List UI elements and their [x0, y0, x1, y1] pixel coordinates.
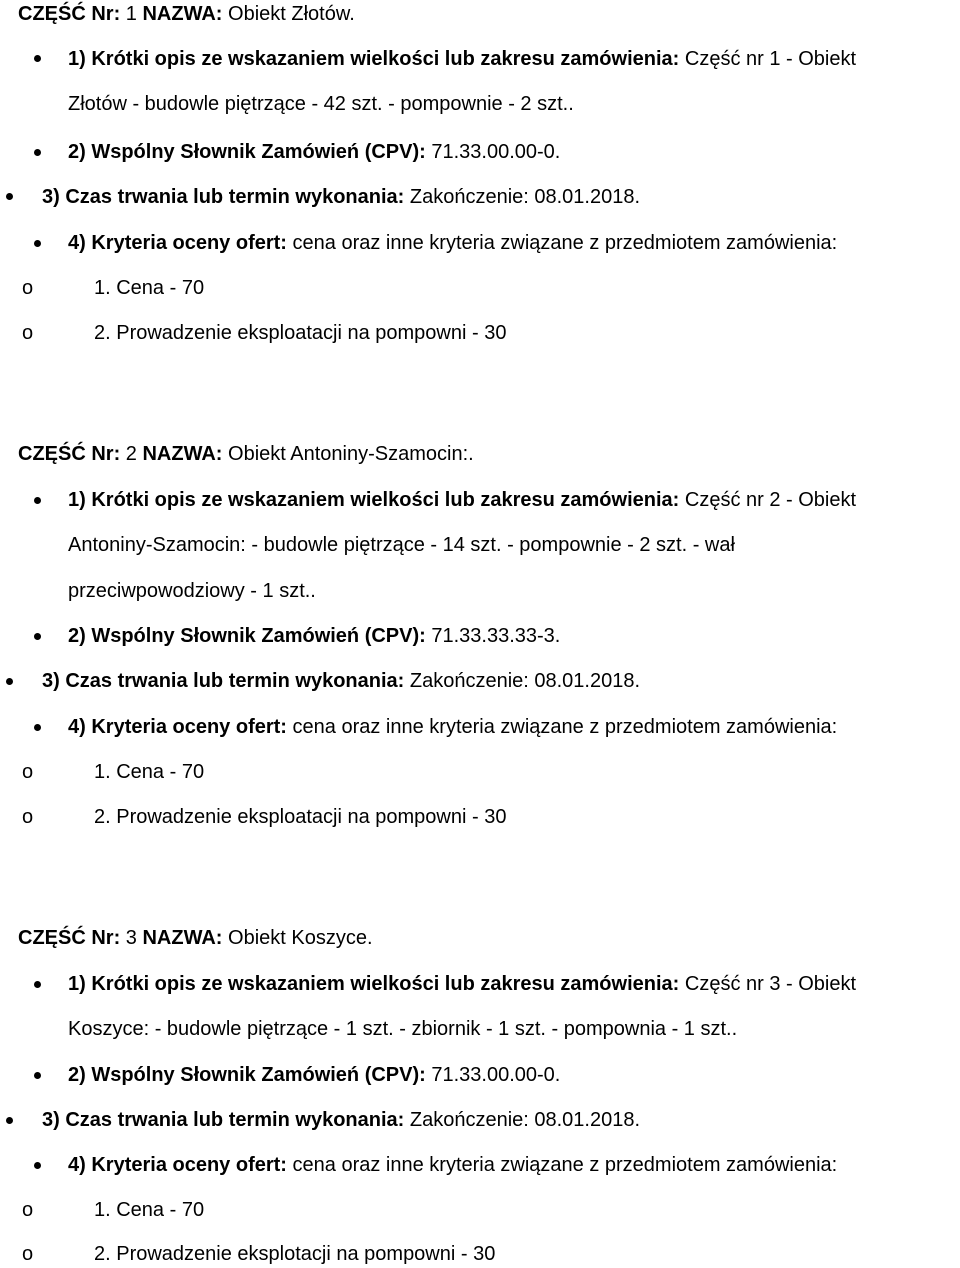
item-value: Koszyce: - budowle piętrzące - 1 szt. - zbiornik - 1 szt. - pompownia - 1 szt.. — [68, 1018, 738, 1040]
item-value: cena oraz inne kryteria związane z przedmiotem zamówienia: — [286, 232, 838, 254]
item-criteria — [68, 231, 837, 255]
item-value: 71.33.00.00-0. — [425, 1064, 561, 1086]
section-heading — [18, 442, 474, 466]
heading-label: CZĘŚĆ Nr: — [18, 927, 121, 949]
criterion-bullet-icon: o — [22, 322, 34, 344]
heading-name-label: NAZWA: — [142, 927, 223, 949]
item-description-cont — [68, 533, 735, 557]
item-cpv — [68, 1063, 560, 1087]
item-value: 71.33.00.00-0. — [425, 141, 561, 163]
criterion-bullet-icon: o — [22, 1243, 34, 1265]
item-label: 4) Kryteria oceny ofert: — [68, 1154, 287, 1176]
item-description-cont — [68, 579, 316, 603]
item-value: Antoniny-Szamocin: - budowle piętrzące - 14 szt. - pompownie - 2 szt. - wał — [68, 534, 735, 556]
item-value: Zakończenie: 08.01.2018. — [404, 186, 641, 208]
item-cpv — [68, 140, 560, 164]
criterion-item: 1. Cena - 70 — [94, 1199, 205, 1221]
criterion-item: 1. Cena - 70 — [94, 277, 205, 299]
item-label: 1) Krótki opis ze wskazaniem wielkości lub zakresu zamówienia: — [68, 48, 680, 70]
item-label: 2) Wspólny Słownik Zamówień (CPV): — [68, 625, 426, 647]
item-value: cena oraz inne kryteria związane z przedmiotem zamówienia: — [286, 716, 838, 738]
item-value: przeciwpowodziowy - 1 szt.. — [68, 580, 316, 602]
item-description-cont — [68, 1017, 737, 1041]
item-label: 4) Kryteria oceny ofert: — [68, 716, 287, 738]
heading-number: 3 — [120, 927, 143, 949]
bullet-icon — [34, 240, 41, 247]
heading-number: 2 — [120, 443, 143, 465]
item-label: 3) Czas trwania lub termin wykonania: — [42, 186, 405, 208]
item-duration — [42, 1108, 640, 1132]
item-value: Część nr 2 - Obiekt — [679, 489, 857, 511]
heading-label: CZĘŚĆ Nr: — [18, 3, 121, 25]
bullet-icon — [34, 149, 41, 156]
item-criteria — [68, 1153, 837, 1177]
item-label: 1) Krótki opis ze wskazaniem wielkości lub zakresu zamówienia: — [68, 489, 680, 511]
bullet-icon — [34, 1162, 41, 1169]
criterion-bullet-icon: o — [22, 1199, 34, 1221]
item-label: 4) Kryteria oceny ofert: — [68, 232, 287, 254]
bullet-icon — [34, 724, 41, 731]
item-label: 3) Czas trwania lub termin wykonania: — [42, 1109, 405, 1131]
section-heading — [18, 926, 373, 950]
bullet-icon — [34, 981, 41, 988]
item-value: Złotów - budowle piętrzące - 42 szt. - pompownie - 2 szt.. — [68, 93, 574, 115]
bullet-icon — [34, 55, 41, 62]
criterion-bullet-icon: o — [22, 806, 34, 828]
item-value: cena oraz inne kryteria związane z przedmiotem zamówienia: — [286, 1154, 838, 1176]
criterion-item: 2. Prowadzenie eksploatacji na pompowni - 30 — [94, 806, 507, 828]
item-label: 1) Krótki opis ze wskazaniem wielkości lub zakresu zamówienia: — [68, 973, 680, 995]
bullet-icon — [6, 193, 13, 200]
item-duration — [42, 185, 640, 209]
heading-number: 1 — [120, 3, 143, 25]
item-duration — [42, 669, 640, 693]
item-value: Część nr 3 - Obiekt — [679, 973, 857, 995]
bullet-icon — [34, 633, 41, 640]
item-label: 2) Wspólny Słownik Zamówień (CPV): — [68, 1064, 426, 1086]
heading-name: Obiekt Koszyce. — [222, 927, 373, 949]
item-description-cont — [68, 92, 574, 116]
heading-label: CZĘŚĆ Nr: — [18, 443, 121, 465]
criterion-bullet-icon: o — [22, 761, 34, 783]
item-value: Zakończenie: 08.01.2018. — [404, 670, 641, 692]
heading-name-label: NAZWA: — [142, 443, 223, 465]
bullet-icon — [34, 497, 41, 504]
item-value: 71.33.33.33-3. — [425, 625, 561, 647]
criterion-item: 2. Prowadzenie eksploatacji na pompowni - 30 — [94, 322, 507, 344]
item-description — [68, 47, 856, 71]
item-description — [68, 488, 856, 512]
item-value: Część nr 1 - Obiekt — [679, 48, 857, 70]
heading-name-label: NAZWA: — [142, 3, 223, 25]
item-criteria — [68, 715, 837, 739]
bullet-icon — [6, 1117, 13, 1124]
heading-name: Obiekt Złotów. — [222, 3, 355, 25]
item-label: 2) Wspólny Słownik Zamówień (CPV): — [68, 141, 426, 163]
heading-name: Obiekt Antoniny-Szamocin:. — [222, 443, 474, 465]
item-description — [68, 972, 856, 996]
criterion-item: 1. Cena - 70 — [94, 761, 205, 783]
item-value: Zakończenie: 08.01.2018. — [404, 1109, 641, 1131]
bullet-icon — [34, 1072, 41, 1079]
item-label: 3) Czas trwania lub termin wykonania: — [42, 670, 405, 692]
criterion-bullet-icon: o — [22, 277, 34, 299]
item-cpv — [68, 624, 560, 648]
criterion-item: 2. Prowadzenie eksplotacji na pompowni - 30 — [94, 1243, 496, 1265]
bullet-icon — [6, 678, 13, 685]
section-heading — [18, 2, 355, 26]
